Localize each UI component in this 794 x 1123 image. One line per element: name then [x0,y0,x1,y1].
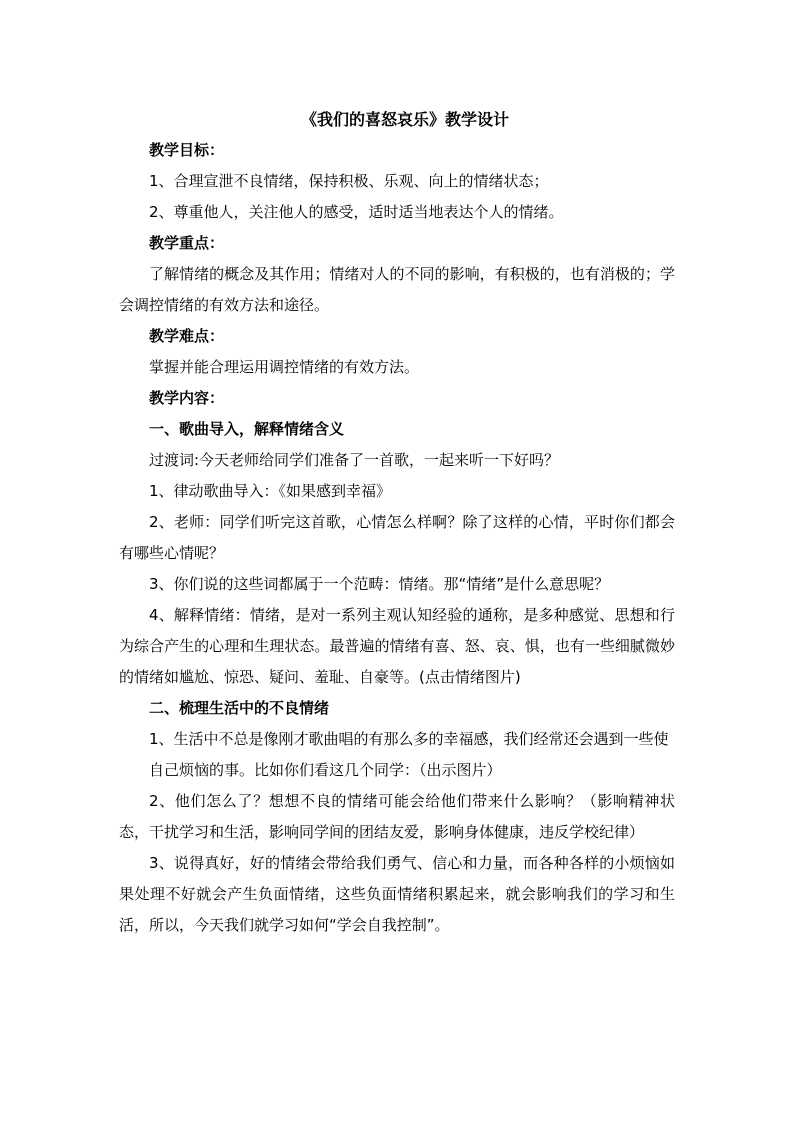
paragraph: 2、尊重他人，关注他人的感受，适时适当地表达个人的情绪。 [149,203,564,221]
document-body [119,104,675,941]
section-heading: 教学难点： [149,327,225,345]
section-heading: 二、梳理生活中的不良情绪 [149,699,330,717]
paragraph: 2、老师：同学们听完这首歌，心情怎么样啊？除了这样的心情，平时你们都会有哪些心情呢？ [119,513,675,562]
paragraph: 1、律动歌曲导入：《如果感到幸福》 [149,482,392,500]
section-heading: 教学目标： [149,141,225,159]
paragraph: 掌握并能合理运用调控情绪的有效方法。 [149,358,420,376]
section-heading: 一、歌曲导入，解释情绪含义 [149,420,345,438]
paragraph: 了解情绪的概念及其作用；情绪对人的不同的影响，有积极的，也有消极的；学会调控情绪的有效方法和途径。 [119,265,675,314]
paragraph: 3、说得真好，好的情绪会带给我们勇气、信心和力量，而各种各样的小烦恼如果处理不好就会产生负面情绪，这些负面情绪积累起来，就会影响我们的学习和生活，所以，今天我们就学习如何“学会自我控制”。 [119,854,675,934]
paragraph: 1、生活中不总是像刚才歌曲唱的有那么多的幸福感，我们经常还会遇到一些使 [149,730,669,748]
paragraph: 1、合理宣泄不良情绪，保持积极、乐观、向上的情绪状态； [149,172,549,190]
paragraph: 自己烦恼的事。比如你们看这几个同学：（出示图片） [149,761,502,779]
paragraph: 4、解释情绪：情绪，是对一系列主观认知经验的通称，是多种感觉、思想和行为综合产生的心理和生理状态。最普遍的情绪有喜、怒、哀、惧，也有一些细腻微妙的情绪如尴尬、惊恐、疑问、羞耻、自豪等。(点击情绪图片) [119,606,675,686]
paragraph: 2、他们怎么了？想想不良的情绪可能会给他们带来什么影响？（影响精神状态，干扰学习和生活，影响同学间的团结友爱，影响身体健康，违反学校纪律） [119,792,675,841]
document-title: 《我们的喜怒哀乐》教学设计 [300,110,509,129]
paragraph: 3、你们说的这些词都属于一个范畴：情绪。那“情绪”是什么意思呢？ [149,575,610,593]
section-heading: 教学内容： [149,389,225,407]
paragraph: 过渡词:今天老师给同学们准备了一首歌，一起来听一下好吗？ [149,451,560,469]
paragraph-list [119,135,675,941]
section-heading: 教学重点： [149,234,225,252]
